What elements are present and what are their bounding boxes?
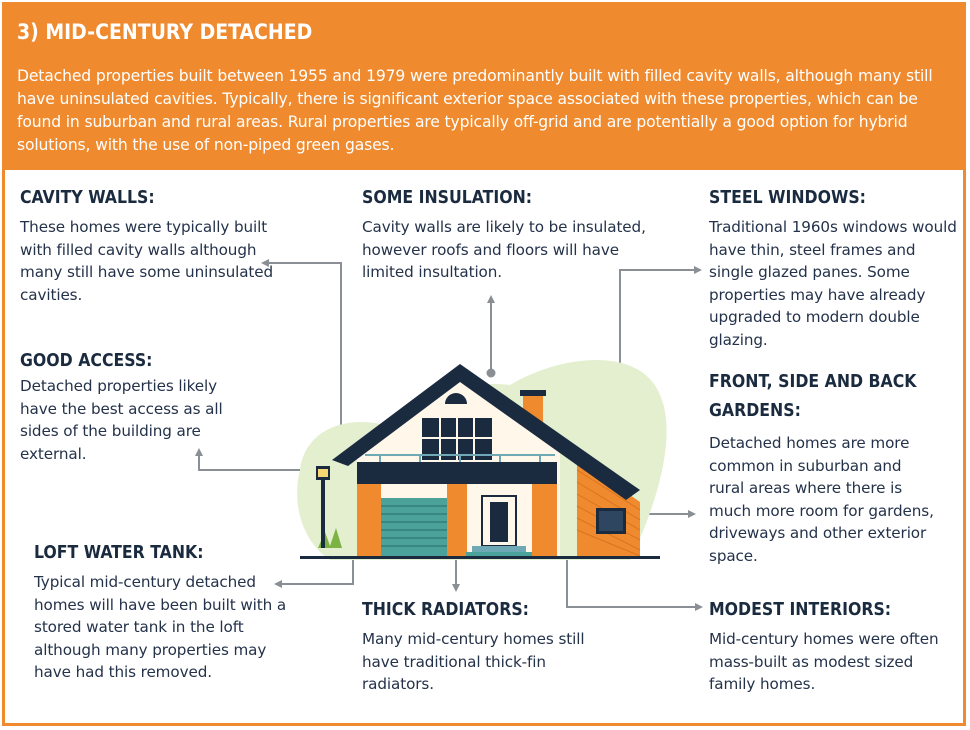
- feature-steel-windows: [709, 186, 959, 351]
- house-illustration: [290, 345, 670, 565]
- feature-loft-water-tank: [34, 541, 306, 684]
- steel-windows-text: Traditional 1960s windows would have thin, steel frames and single glazed panes. Some properties may have already upgraded to modern double glazing.: [709, 218, 957, 349]
- some-insulation-heading: SOME INSULATION:: [362, 188, 533, 208]
- page-title: 3) MID-CENTURY DETACHED: [17, 20, 313, 44]
- loft-water-tank-heading: LOFT WATER TANK:: [34, 543, 204, 563]
- loft-water-tank-text: Typical mid-century detached homes will have been built with a stored water tank in the loft although many properties may have had this removed.: [34, 573, 287, 681]
- good-access-text: Detached properties likely have the best access as all sides of the building are external.: [20, 377, 223, 463]
- gardens-text: Detached homes are more common in suburban and rural areas where there is much more room for gardens, driveways and other exterior space.: [709, 434, 934, 565]
- feature-cavity-walls: [20, 186, 280, 306]
- feature-gardens: [709, 368, 934, 567]
- thick-radiators-heading: THICK RADIATORS:: [362, 600, 529, 620]
- intro-paragraph: Detached properties built between 1955 and 1979 were predominantly built with filled cavity walls, although many still have uninsulated cavities. Typically, there is significant exterior space associated with these properties, which can be found in suburban and rural areas. Rural properties are typically off-grid and are potentially a good option for hybrid solutions, with the use of non-piped green gases.: [17, 67, 933, 154]
- steel-windows-heading: STEEL WINDOWS:: [709, 188, 866, 208]
- cavity-walls-heading: CAVITY WALLS:: [20, 188, 155, 208]
- feature-good-access: [20, 349, 245, 465]
- some-insulation-text: Cavity walls are likely to be insulated, however roofs and floors will have limited insultation.: [362, 218, 646, 281]
- gardens-heading: FRONT, SIDE AND BACK GARDENS:: [709, 372, 917, 421]
- feature-modest-interiors: [709, 598, 954, 696]
- thick-radiators-text: Many mid-century homes still have traditional thick-fin radiators.: [362, 630, 585, 693]
- feature-some-insulation: [362, 186, 652, 284]
- good-access-heading: GOOD ACCESS:: [20, 351, 153, 371]
- feature-thick-radiators: [362, 598, 607, 696]
- cavity-walls-text: These homes were typically built with filled cavity walls although many still have some uninsulated cavities.: [20, 218, 274, 304]
- modest-interiors-text: Mid-century homes were often mass-built as modest sized family homes.: [709, 630, 939, 693]
- modest-interiors-heading: MODEST INTERIORS:: [709, 600, 892, 620]
